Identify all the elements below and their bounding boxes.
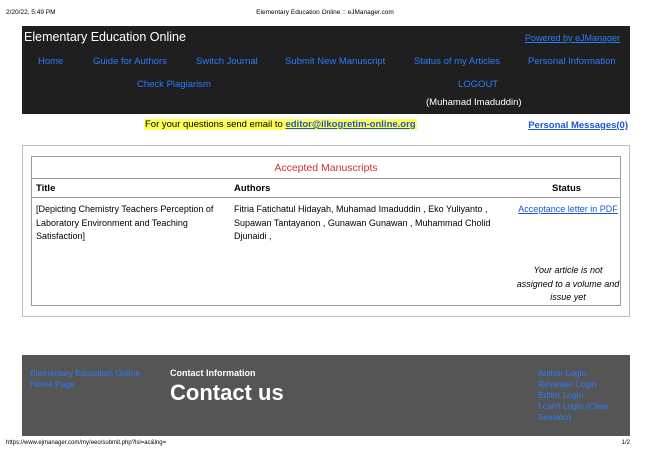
header-status: Status [552,183,582,194]
acceptance-letter-link[interactable]: Acceptance letter in PDF [518,204,618,214]
print-page-title: Elementary Education Online :: eJManager.com [256,9,394,16]
manuscripts-panel [22,145,630,317]
nav-check-plagiarism[interactable]: Check Plagiarism [137,79,211,90]
header-title: Title [36,183,56,194]
nav-switch-journal[interactable]: Switch Journal [196,56,258,67]
accepted-manuscripts-table [31,156,621,306]
email-notice [144,119,417,130]
footer-left-links [30,368,140,390]
reviewer-login-link[interactable]: Reviewer Login [538,379,597,389]
clear-session-link[interactable]: I can't Login (Clear Session) [538,401,610,422]
footer-journal-link[interactable]: Elementary Education Online [30,368,141,378]
nav-submit-manuscript[interactable]: Submit New Manuscript [285,56,386,67]
nav-guide-for-authors[interactable]: Guide for Authors [93,56,167,67]
user-name: (Muhamad Imaduddin) [426,97,522,108]
logout-link[interactable]: LOGOUT [458,79,499,90]
brand-title: Elementary Education Online [24,30,186,44]
table-header-row [32,179,620,198]
notice-row [0,119,650,133]
manuscript-title: [Depicting Chemistry Teachers Perception of Laboratory Environment and Teaching Satisfaction] [36,204,214,241]
site-header [22,26,630,114]
nav-home[interactable]: Home [38,56,64,67]
email-notice-text: For your questions send email to [145,119,286,130]
print-url: https://www.ejmanager.com/my/eeo/submit.php?lsl=ac&lng= [6,440,167,446]
status-cell [516,203,620,217]
table-caption: Accepted Manuscripts [32,157,620,179]
footer-home-link[interactable]: Home Page [30,379,75,389]
nav-status-of-articles[interactable]: Status of my Articles [414,56,501,67]
status-note: Your article is not assigned to a volume and issue yet [516,265,620,302]
nav-personal-information[interactable]: Personal Information [528,56,616,67]
editor-email-link[interactable]: editor@ilkogretim-online.org [285,119,416,130]
editor-login-link[interactable]: Editor Login [538,390,584,400]
contact-info-title: Contact Information [170,368,256,378]
footer-login-links [538,368,628,423]
powered-by-link[interactable]: Powered by eJManager [524,33,620,43]
personal-messages-link[interactable]: Personal Messages(0) [528,120,628,131]
print-header [0,0,650,18]
print-page-number: 1/2 [621,440,630,446]
print-footer [0,440,650,452]
manuscript-authors: Fitria Fatichatul Hidayah, Muhamad Imaduddin , Eko Yuliyanto , Supawan Tantayanon , Gunawan Gunawan , Muhammad Cholid Djunaidi , [234,204,491,241]
author-login-link[interactable]: Author Login [538,368,587,378]
print-timestamp: 2/20/22, 5:49 PM [6,9,56,16]
site-footer [22,355,630,436]
contact-us-heading: Contact us [170,380,284,405]
header-authors: Authors [234,183,271,194]
